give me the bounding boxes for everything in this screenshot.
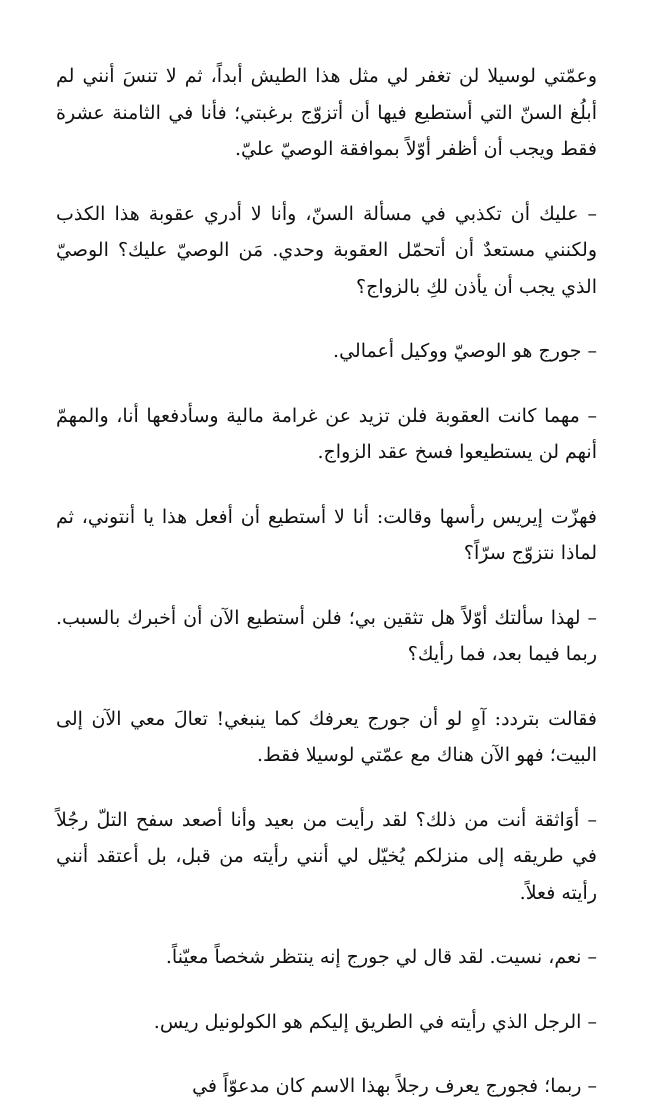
paragraph-7: فقالت بتردد: آهٍ لو أن جورج يعرفك كما ينبغي! تعالَ معي الآن إلى البيت؛ فهو الآن هناك مع عمّتي لوسيلا فقط. — [56, 707, 597, 766]
paragraph-10: – الرجل الذي رأيته في الطريق إليكم هو الكولونيل ريس. — [153, 1010, 597, 1033]
paragraph-11: – ربما؛ فجورج يعرف رجلاً بهذا الاسم كان مدعوّاً في — [192, 1075, 597, 1097]
paragraph-5: فهزّت إيريس رأسها وقالت: أنا لا أستطيع أن أفعل هذا يا أنتوني، ثم لماذا نتزوّج سرّاً؟ — [56, 505, 597, 564]
paragraph-1: وعمّتي لوسيلا لن تغفر لي مثل هذا الطيش أبداً، ثم لا تنسَ أنني لم أبلُغ السنّ التي أستطيع فيها أن أتزوّج برغبتي؛ فأنا في الثامنة عشرة فقط ويجب أن أظفر أوّلاً بموافقة الوصيّ عليّ. — [56, 65, 597, 160]
book-page — [56, 58, 597, 1105]
paragraph-6: – لهذا سألتك أوّلاً هل تثقين بي؛ فلن أستطيع الآن أن أخبرك بالسبب. ربما فيما بعد، فما رأيك؟ — [56, 606, 597, 665]
paragraph-4: – مهما كانت العقوبة فلن تزيد عن غرامة مالية وسأدفعها أنا، والمهمّ أنهم لن يستطيعوا فسخ عقد الزواج. — [56, 404, 597, 463]
paragraph-2: – عليك أن تكذبي في مسألة السنّ، وأنا لا أدري عقوبة هذا الكذب ولكنني مستعدٌ أن أتحمّل العقوبة وحدي. مَن الوصيّ عليك؟ الوصيّ الذي يجب أن يأذن لكِ بالزواج؟ — [56, 202, 597, 298]
paragraph-8: – أوَاثقة أنت من ذلك؟ لقد رأيت من بعيد وأنا أصعد سفح التلّ رجُلاً في طريقه إلى منزلكم يُخيّل لي أنني رأيته من قبل، بل أعتقد أنني رأيته فعلاً. — [56, 808, 597, 904]
paragraph-9: – نعم، نسيت. لقد قال لي جورج إنه ينتظر شخصاً معيّناً. — [165, 946, 597, 968]
paragraph-3: – جورج هو الوصيّ ووكيل أعمالي. — [333, 340, 597, 362]
